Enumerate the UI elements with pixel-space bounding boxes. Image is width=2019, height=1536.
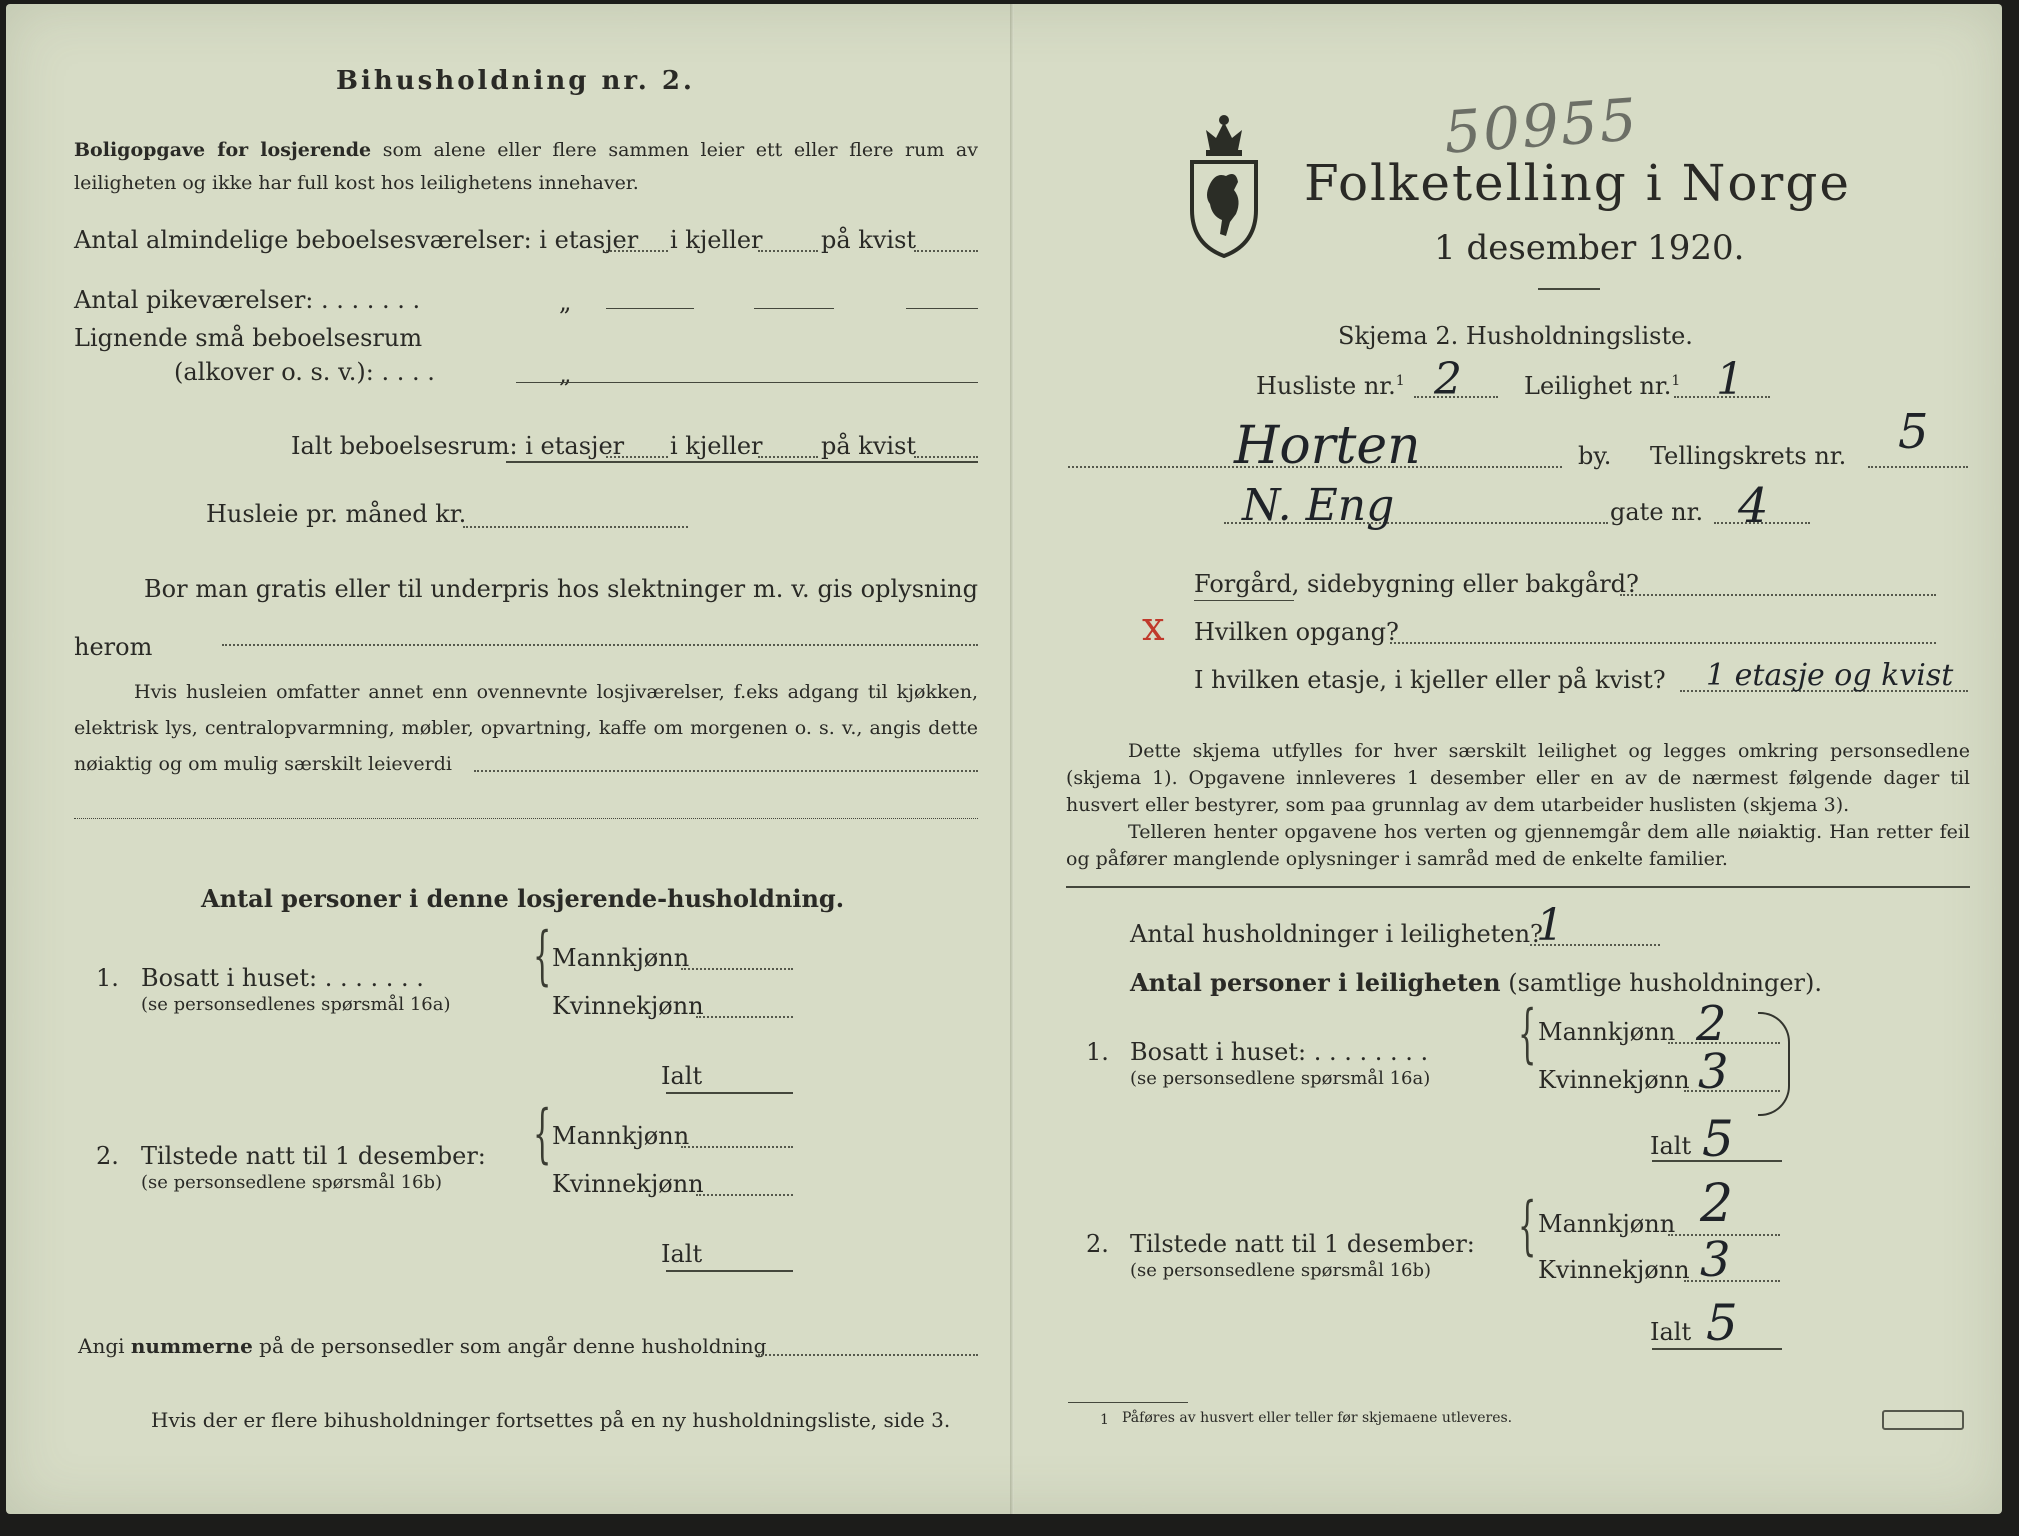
printer-stamp-icon bbox=[1882, 1410, 1964, 1430]
gate-label: gate nr. bbox=[1610, 498, 1704, 526]
forgard-label: Forgård, sidebygning eller bakgård? bbox=[1194, 570, 1639, 598]
ialt-underline bbox=[506, 461, 978, 463]
right-q2-num: 2. bbox=[1086, 1230, 1109, 1258]
husleie-field bbox=[463, 526, 688, 528]
antal-hush-value: 1 bbox=[1536, 900, 1564, 951]
stamp-number: 50955 bbox=[1441, 85, 1641, 167]
row2-label: Antal pikeværelser: . . . . . . . bbox=[74, 286, 421, 314]
left-q2-sub: (se personsedlene spørsmål 16b) bbox=[141, 1172, 443, 1193]
right-q1-kvinne-value: 3 bbox=[1698, 1044, 1729, 1100]
forgard-field bbox=[1620, 594, 1936, 596]
row3-label-b: (alkover o. s. v.): . . . . bbox=[174, 358, 435, 386]
right-title: Folketelling i Norge bbox=[1304, 154, 1851, 212]
leilighet-sup: 1 bbox=[1671, 373, 1681, 389]
bor-man-paragraph: Bor man gratis eller til underpris hos slektninger m. v. gis oplysning herom bbox=[74, 575, 978, 661]
right-q1-ialt: Ialt bbox=[1650, 1132, 1692, 1160]
row2-field-c bbox=[906, 308, 978, 309]
left-q2-kvinne: Kvinnekjønn bbox=[552, 1170, 704, 1198]
row2-mark: „ bbox=[559, 288, 572, 316]
footnote-text: Påføres av husvert eller teller før skjemaene utleveres. bbox=[1122, 1410, 1513, 1426]
left-q2-mann-field bbox=[681, 1146, 793, 1148]
antal-hush-label: Antal husholdninger i leiligheten? bbox=[1130, 920, 1543, 948]
left-q2-label: Tilstede natt til 1 desember: bbox=[141, 1142, 486, 1170]
right-q1-ialt-value: 5 bbox=[1702, 1110, 1734, 1168]
row3-field bbox=[516, 382, 978, 383]
opgang-mark: x bbox=[1142, 604, 1165, 650]
leilighet-value: 1 bbox=[1716, 354, 1744, 405]
antal-pers-rest: (samtlige husholdninger). bbox=[1500, 969, 1823, 997]
intro-rest: som alene eller flere sammen leier ett eller flere rum av leiligheten og ikke har full kost hos leilighetens innehaver. bbox=[74, 139, 978, 194]
right-q1-label: Bosatt i huset: . . . . . . . . bbox=[1130, 1038, 1429, 1066]
left-footer: Hvis der er flere bihusholdninger fortsettes på en ny husholdningsliste, side 3. bbox=[151, 1408, 951, 1432]
right-q1-num: 1. bbox=[1086, 1038, 1109, 1066]
hvis-paragraph: Hvis husleien omfatter annet enn ovennevnte losjiværelser, f.eks adgang til kjøkken, elektrisk lys, centralopvarmning, møbler, opvartning, kaffe om morgenen o. s. v., angis dette nøiaktig og om mulig særskilt leieverdi bbox=[74, 681, 978, 775]
by-label: by. bbox=[1578, 442, 1612, 470]
ialt-kvist: på kvist bbox=[821, 432, 917, 460]
right-q1-kvinne: Kvinnekjønn bbox=[1538, 1066, 1690, 1094]
angi-b: nummerne bbox=[130, 1334, 253, 1358]
gate-value: N. Eng bbox=[1242, 480, 1395, 531]
right-q2-kvinne-value: 3 bbox=[1700, 1232, 1731, 1288]
husliste-label bbox=[1256, 372, 1405, 400]
angi-text bbox=[78, 1334, 766, 1358]
left-q2-brace: { bbox=[533, 1097, 552, 1171]
left-q2-mann: Mannkjønn bbox=[552, 1122, 690, 1150]
footnote-rule bbox=[1068, 1402, 1188, 1403]
antal-heading-left: Antal personer i denne losjerende-husholdning. bbox=[201, 884, 845, 913]
right-q1-sum-bracket bbox=[1758, 1012, 1790, 1116]
right-q1-mann: Mannkjønn bbox=[1538, 1018, 1676, 1046]
leilighet-label bbox=[1524, 372, 1680, 400]
ialt-kjeller: i kjeller bbox=[670, 432, 763, 460]
left-q1-kvinne-field bbox=[696, 1016, 793, 1018]
opgang-field bbox=[1390, 642, 1936, 644]
ialt-kjeller-field bbox=[758, 456, 818, 458]
right-q2-sub: (se personsedlene spørsmål 16b) bbox=[1130, 1260, 1432, 1281]
row1-kjeller-field bbox=[758, 250, 818, 252]
left-q2-ialt-line bbox=[666, 1270, 793, 1272]
left-q1-ialt: Ialt bbox=[661, 1062, 703, 1090]
husliste-text: Husliste nr. bbox=[1256, 372, 1396, 400]
etasje-label: I hvilken etasje, i kjeller eller på kvist? bbox=[1194, 666, 1666, 694]
row2-field-b bbox=[754, 308, 834, 309]
row1-etasjer-field bbox=[606, 250, 668, 252]
angi-c: på de personsedler som angår denne husholdning bbox=[252, 1334, 767, 1358]
husliste-value: 2 bbox=[1434, 354, 1462, 405]
husliste-sup: 1 bbox=[1395, 373, 1405, 389]
left-q1-mann-field bbox=[681, 968, 793, 970]
row3-mark: „ bbox=[559, 360, 572, 388]
row2-field-a bbox=[606, 308, 694, 309]
intro-paragraph bbox=[74, 134, 978, 200]
right-q1-mann-value: 2 bbox=[1696, 996, 1727, 1052]
left-title: Bihusholdning nr. 2. bbox=[336, 66, 695, 96]
krets-label: Tellingskrets nr. bbox=[1650, 442, 1847, 470]
leieverdi-field bbox=[474, 770, 978, 772]
antal-pers-bold: Antal personer i leiligheten bbox=[1130, 968, 1501, 997]
left-q1-ialt-line bbox=[666, 1092, 793, 1094]
right-q2-kvinne: Kvinnekjønn bbox=[1538, 1256, 1690, 1284]
row1-kvist-field bbox=[914, 250, 978, 252]
ialt-kvist-field bbox=[914, 456, 978, 458]
by-value: Horten bbox=[1234, 416, 1421, 476]
intro-bold: Boligopgave for losjerende bbox=[74, 139, 372, 161]
ialt-rum-label: Ialt beboelsesrum: i etasjer bbox=[291, 432, 625, 460]
right-q1-brace: { bbox=[1518, 997, 1537, 1071]
left-q1-mann: Mannkjønn bbox=[552, 944, 690, 972]
left-q1-label: Bosatt i huset: . . . . . . . bbox=[141, 964, 424, 992]
row1-kvist: på kvist bbox=[821, 226, 917, 254]
info-paragraph-1: Dette skjema utfylles for hver særskilt leilighet og legges omkring personsedlene (skjema 1). Opgavene innleveres 1 desember eller en av de nærmest følgende dager til husvert eller bestyrer, som paa grunnlag av dem utarbeider huslisten (skjema 3). bbox=[1066, 740, 1970, 816]
footnote-num: 1 bbox=[1100, 1412, 1109, 1428]
right-q1-sub: (se personsedlene spørsmål 16a) bbox=[1130, 1068, 1431, 1089]
leilighet-text: Leilighet nr. bbox=[1524, 372, 1672, 400]
left-q1-num: 1. bbox=[96, 964, 119, 992]
info-paragraph-2: Telleren henter opgavene hos verten og gjennemgår dem alle nøiaktig. Han retter feil og påfører manglende oplysninger i samråd med de enkelte familier. bbox=[1066, 821, 1970, 870]
krets-value: 5 bbox=[1898, 404, 1929, 460]
right-q2-kvinne-field bbox=[1684, 1280, 1780, 1282]
ialt-etasjer-field bbox=[606, 456, 668, 458]
census-form bbox=[6, 4, 2002, 1514]
left-q1-kvinne: Kvinnekjønn bbox=[552, 992, 704, 1020]
etasje-value: 1 etasje og kvist bbox=[1706, 658, 1954, 693]
row3-label-a: Lignende små beboelsesrum bbox=[74, 324, 423, 352]
norwegian-lion-icon bbox=[1186, 110, 1262, 258]
right-q2-mann: Mannkjønn bbox=[1538, 1210, 1676, 1238]
opgang-label: Hvilken opgang? bbox=[1194, 618, 1399, 646]
right-q2-label: Tilstede natt til 1 desember: bbox=[1130, 1230, 1475, 1258]
left-q2-num: 2. bbox=[96, 1142, 119, 1170]
gate-nr-value: 4 bbox=[1738, 478, 1769, 534]
bor-man-field bbox=[222, 644, 978, 646]
angi-field bbox=[758, 1354, 978, 1356]
forgard-underline bbox=[1194, 600, 1294, 601]
right-q2-ialt: Ialt bbox=[1650, 1318, 1692, 1346]
krets-field bbox=[1868, 466, 1968, 468]
antal-pers-label bbox=[1130, 968, 1822, 997]
page-fold bbox=[1010, 4, 1014, 1514]
right-q2-brace: { bbox=[1518, 1189, 1537, 1263]
left-q1-brace: { bbox=[533, 919, 552, 993]
row1-kjeller: i kjeller bbox=[670, 226, 763, 254]
right-q2-mann-value: 2 bbox=[1700, 1174, 1734, 1234]
angi-a: Angi bbox=[78, 1334, 131, 1358]
extra-field bbox=[74, 818, 978, 819]
right-q2-ialt-value: 5 bbox=[1706, 1294, 1738, 1352]
skjema-label: Skjema 2. Husholdningsliste. bbox=[1338, 322, 1693, 350]
right-date: 1 desember 1920. bbox=[1434, 228, 1745, 268]
left-q1-sub: (se personsedlenes spørsmål 16a) bbox=[141, 994, 451, 1015]
left-q2-ialt: Ialt bbox=[661, 1240, 703, 1268]
title-rule bbox=[1538, 288, 1600, 290]
row1-label: Antal almindelige beboelsesværelser: i etasjer bbox=[74, 226, 639, 254]
info-rule bbox=[1066, 886, 1970, 888]
husleie-label: Husleie pr. måned kr. bbox=[206, 500, 467, 528]
left-q2-kvinne-field bbox=[696, 1194, 793, 1196]
